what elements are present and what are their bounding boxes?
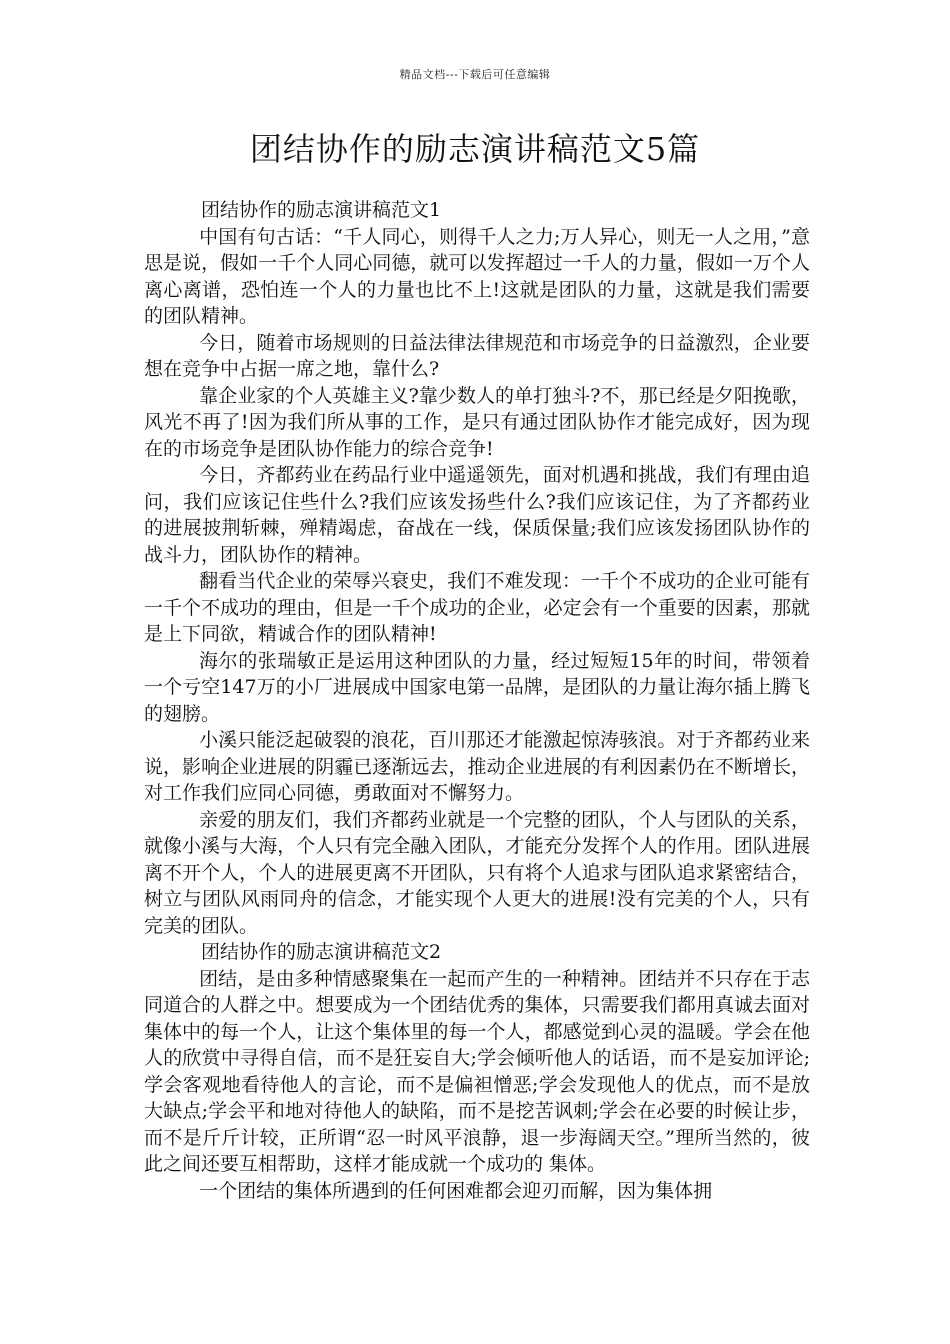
body-paragraph: 翻看当代企业的荣辱兴衰史，我们不难发现：一千个不成功的企业可能有一千个不成功的理由，但是一千个成功的企业，必定会有一个重要的因素，那就是上下同欲，精诚合作的团队精神! — [144, 570, 810, 645]
body-paragraph: 中国有句古话：“千人同心，则得千人之力;万人异心，则无一人之用，”意思是说，假如一千个人同心同德，就可以发挥超过一千人的力量，假如一万个人离心离谱，恐怕连一个人的力量也比不上!这就是团队的力量，这就是我们需要的团队精神。 — [144, 225, 810, 327]
body-paragraph: 今日，齐都药业在药品行业中遥遥领先，面对机遇和挑战，我们有理由追问，我们应该记住些什么?我们应该发扬些什么?我们应该记住，为了齐都药业的进展披荆斩棘，殚精竭虑，奋战在一线，保质保量;我们应该发扬团队协作的战斗力，团队协作的精神。 — [144, 464, 810, 566]
section-heading: 团结协作的励志演讲稿范文1 — [201, 199, 442, 221]
body-paragraph: 今日，随着市场规则的日益法律法律规范和市场竞争的日益激烈，企业要想在竞争中占据一席之地，靠什么? — [144, 331, 810, 380]
body-paragraph: 一个团结的集体所遇到的任何困难都会迎刃而解，因为集体拥 — [199, 1179, 713, 1202]
body-paragraph: 亲爱的朋友们，我们齐都药业就是一个完整的团队，个人与团队的关系，就像小溪与大海，个人只有完全融入团队，才能充分发挥个人的作用。团队进展离不开个人，个人的进展更离不开团队，只有将个人追求与团队追求紧密结合，树立与团队风雨同舟的信念，才能实现个人更大的进展!没有完美的个人，只有完美的团队。 — [144, 808, 810, 937]
body-paragraph: 靠企业家的个人英雄主义?靠少数人的单打独斗?不，那已经是夕阳挽歌，风光不再了!因为我们所从事的工作，是只有通过团队协作才能完成好，因为现在的市场竞争是团队协作能力的综合竞争! — [144, 384, 810, 460]
section-heading: 团结协作的励志演讲稿范文2 — [201, 941, 442, 963]
body-paragraph: 小溪只能泛起破裂的浪花，百川那还才能激起惊涛骇浪。对于齐都药业来说，影响企业进展的阴霾已逐渐远去，推动企业进展的有利因素仍在不断增长，对工作我们应同心同德，勇敢面对不懈努力。 — [144, 729, 810, 804]
page-header: 精品文档---下载后可任意编辑 — [399, 68, 551, 81]
body-paragraph: 海尔的张瑞敏正是运用这种团队的力量，经过短短15年的时间，带领着一个亏空147万的小厂进展成中国家电第一品牌，是团队的力量让海尔插上腾飞的翅膀。 — [144, 649, 810, 725]
document-body — [144, 197, 810, 1204]
body-paragraph: 团结，是由多种情感聚集在一起而产生的一种精神。团结并不只存在于志同道合的人群之中。想要成为一个团结优秀的集体，只需要我们都用真诚去面对集体中的每一个人，让这个集体里的每一个人，都感觉到心灵的温暖。学会在他人的欣赏中寻得自信，而不是狂妄自大;学会倾听他人的话语，而不是妄加评论;学会客观地看待他人的言论，而不是偏袒憎恶;学会发现他人的优点，而不是放大缺点;学会平和地对待他人的缺陷，而不是挖苦讽刺;学会在必要的时候让步，而不是斤斤计较，正所谓“忍一时风平浪静，退一步海阔天空。”理所当然的，彼此之间还要互相帮助，这样才能成就一个成功的 集体。 — [144, 967, 810, 1175]
document-title: 团结协作的励志演讲稿范文5篇 — [249, 130, 701, 168]
